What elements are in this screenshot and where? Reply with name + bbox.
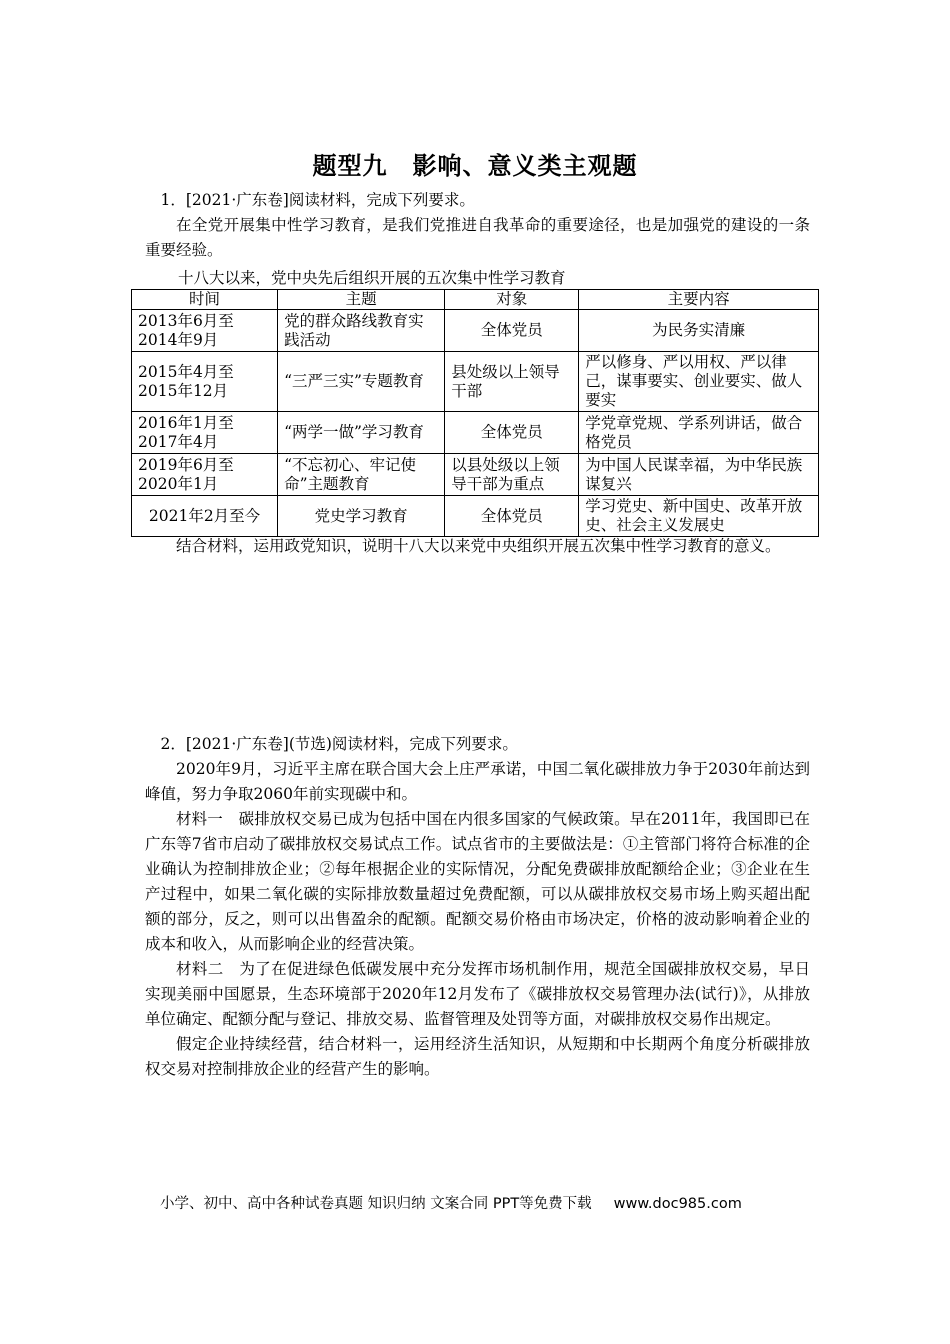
cell-target: 全体党员 [445, 412, 579, 454]
table-header-row [132, 290, 819, 310]
q1-heading: 1．[2021·广东卷]阅读材料，完成下列要求。 [160, 191, 475, 209]
q1-question-block [145, 534, 810, 559]
cell-theme: 党的群众路线教育实践活动 [278, 310, 445, 352]
q2-intro: 2020年9月，习近平主席在联合国大会上庄严承诺，中国二氧化碳排放力争于2030年前达到峰值，努力争取2060年前实现碳中和。 [145, 760, 810, 803]
cell-time: 2021年2月至今 [132, 496, 278, 537]
table-row [132, 496, 819, 537]
education-table [131, 289, 819, 537]
page-footer [160, 1192, 742, 1213]
cell-time: 2016年1月至2017年4月 [132, 412, 278, 454]
footer-site-link[interactable]: www.doc985.com [613, 1196, 742, 1212]
cell-theme: “不忘初心、牢记使命”主题教育 [278, 454, 445, 496]
cell-content: 严以修身、严以用权、严以律己，谋事要实、创业要实、做人要实 [579, 352, 819, 412]
q1-intro: 在全党开展集中性学习教育，是我们党推进自我革命的重要途径，也是加强党的建设的一条重要经验。 [145, 216, 810, 259]
cell-content: 为中国人民谋幸福，为中华民族谋复兴 [579, 454, 819, 496]
table-row [132, 352, 819, 412]
table-caption: 十八大以来，党中央先后组织开展的五次集中性学习教育 [178, 269, 566, 287]
cell-theme: “三严三实”专题教育 [278, 352, 445, 412]
cell-theme: “两学一做”学习教育 [278, 412, 445, 454]
cell-target: 以县处级以上领导干部为重点 [445, 454, 579, 496]
q1-text [145, 188, 810, 263]
footer-text: 小学、初中、高中各种试卷真题 知识归纳 文案合同 PPT等免费下载 [160, 1196, 592, 1212]
table-row [132, 454, 819, 496]
cell-theme: 党史学习教育 [278, 496, 445, 537]
page-title: 题型九 影响、意义类主观题 [312, 151, 638, 180]
q1-question: 结合材料，运用政党知识，说明十八大以来党中央组织开展五次集中性学习教育的意义。 [176, 537, 781, 555]
table-row [132, 310, 819, 352]
q2-heading: 2．[2021·广东卷](节选)阅读材料，完成下列要求。 [160, 735, 518, 753]
q2-question: 假定企业持续经营，结合材料一，运用经济生活知识，从短期和中长期两个角度分析碳排放权交易对控制排放企业的经营产生的影响。 [145, 1035, 810, 1078]
cell-content: 为民务实清廉 [579, 310, 819, 352]
q2-text [145, 732, 810, 1082]
q2-material1: 材料一 碳排放权交易已成为包括中国在内很多国家的气候政策。早在2011年，我国即已在广东等7省市启动了碳排放权交易试点工作。试点省市的主要做法是：①主管部门将符合标准的企业确认为控制排放企业；②每年根据企业的实际情况，分配免费碳排放配额给企业；③企业在生产过程中，如果二氧化碳的实际排放数量超过免费配额，可以从碳排放权交易市场上购买超出配额的部分，反之，则可以出售盈余的配额。配额交易价格由市场决定，价格的波动影响着企业的成本和收入，从而影响企业的经营决策。 [145, 810, 810, 953]
cell-content: 学习党史、新中国史、改革开放史、社会主义发展史 [579, 496, 819, 537]
header-target: 对象 [445, 290, 579, 310]
header-theme: 主题 [278, 290, 445, 310]
header-content: 主要内容 [579, 290, 819, 310]
cell-content: 学党章党规、学系列讲话，做合格党员 [579, 412, 819, 454]
cell-target: 全体党员 [445, 496, 579, 537]
header-time: 时间 [132, 290, 278, 310]
table-row [132, 412, 819, 454]
cell-time: 2015年4月至2015年12月 [132, 352, 278, 412]
cell-time: 2019年6月至2020年1月 [132, 454, 278, 496]
q2-material2: 材料二 为了在促进绿色低碳发展中充分发挥市场机制作用，规范全国碳排放权交易，早日实现美丽中国愿景，生态环境部于2020年12月发布了《碳排放权交易管理办法(试行)》，从排放单位确定、配额分配与登记、排放交易、监督管理及处罚等方面，对碳排放权交易作出规定。 [145, 960, 810, 1028]
cell-time: 2013年6月至2014年9月 [132, 310, 278, 352]
cell-target: 县处级以上领导干部 [445, 352, 579, 412]
cell-target: 全体党员 [445, 310, 579, 352]
